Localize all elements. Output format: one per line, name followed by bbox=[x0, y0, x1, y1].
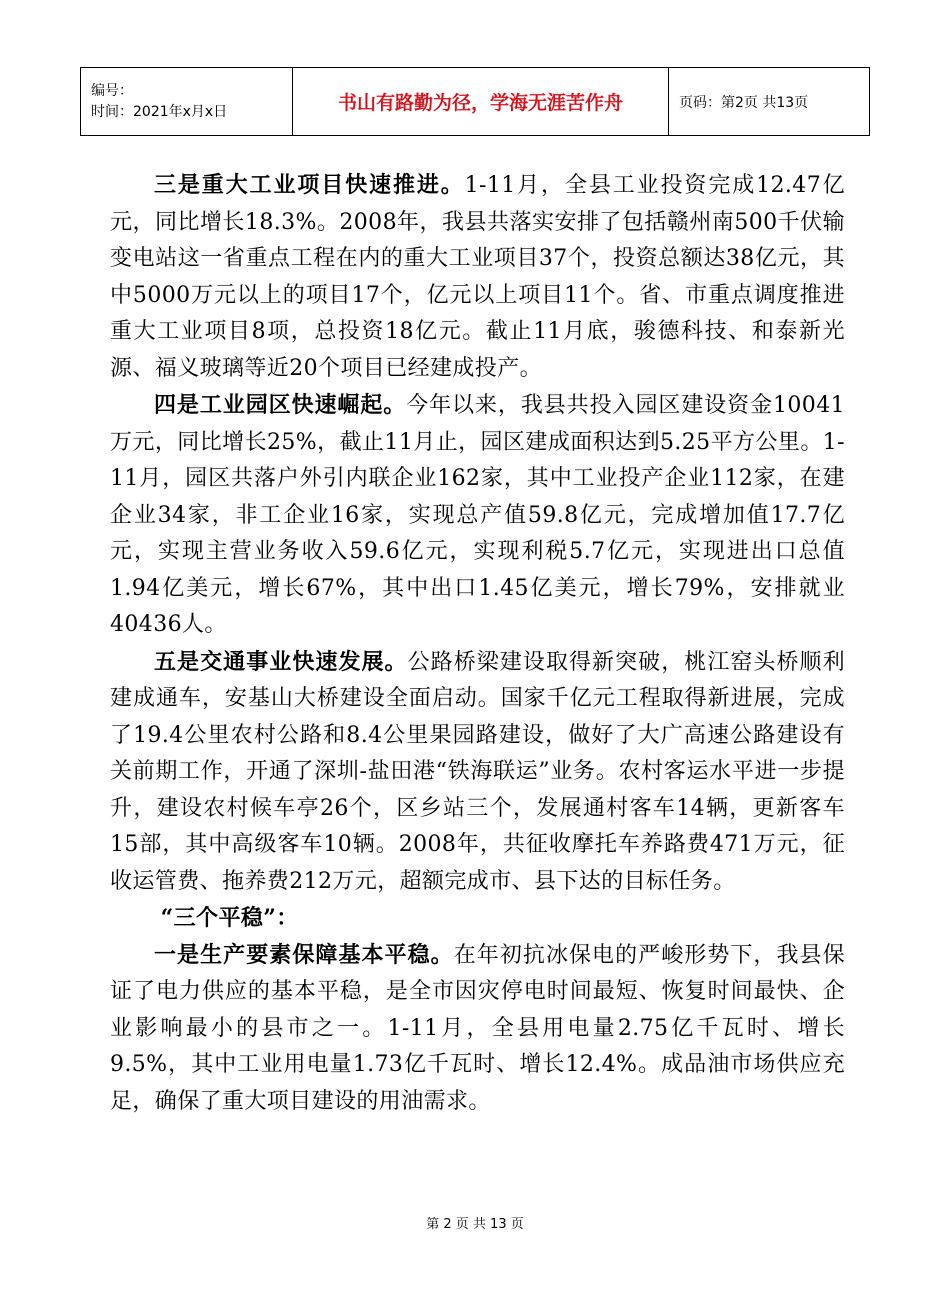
document-date: 时间：2021年x月x日 bbox=[91, 103, 228, 120]
document-number: 编号： bbox=[91, 82, 133, 99]
header-meta bbox=[81, 68, 293, 136]
paragraph-text: 今年以来，我县共投入园区建设资金10041万元，同比增长25%，截止11月止，园区建成面积达到5.25平方公里。1-11月，园区共落户外引内联企业162家，其中工业投产企业112家，在建企业34家，非工企业16家，实现总产值59.8亿元，完成增加值17.7亿元，实现主营业务收入59.6亿元，实现利税5.7亿元，实现进出口总值1.94亿美元，增长67%，其中出口1.45亿美元，增长79%，安排就业40436人。 bbox=[110, 393, 845, 637]
paragraph-text: 公路桥梁建设取得新突破，桃江窑头桥顺利建成通车，安基山大桥建设全面启动。国家千亿元工程取得新进展，完成了19.4公里农村公路和8.4公里果园路建设，做好了大广高速公路建设有关前期工作，开通了深圳-盐田港“铁海联运”业务。农村客运水平进一步提升，建设农村候车亭26个，区乡站三个，发展通村客车14辆，更新客车15部，其中高级客车10辆。2008年，共征收摩托车养路费471万元，征收运管费、拖养费212万元，超额完成市、县下达的目标任务。 bbox=[110, 649, 845, 894]
document-body bbox=[110, 167, 845, 1120]
paragraph-lead: 五是交通事业快速发展。 bbox=[154, 648, 408, 675]
header-motto: 书山有路勤为径，学海无涯苦作舟 bbox=[293, 68, 669, 136]
paragraph bbox=[110, 937, 845, 1121]
page-footer: 第 2 页 共 13 页 bbox=[426, 1217, 524, 1232]
paragraph-lead: 三是重大工业项目快速推进。 bbox=[154, 172, 465, 198]
paragraph-text: 1-11月，全县工业投资完成12.47亿元，同比增长18.3%。2008年，我县共落实安排了包括赣州南500千伏输变电站这一省重点工程在内的重大工业项目37个，投资总额达38亿元，其中5000万元以上的项目17个，亿元以上项目11个。省、市重点调度推进重大工业项目8项，总投资18亿元。截止11月底，骏德科技、和泰新光源、福义玻璃等近20个项目已经建成投产。 bbox=[110, 173, 845, 381]
paragraph bbox=[110, 167, 845, 387]
paragraph-lead: 一是生产要素保障基本平稳。 bbox=[154, 941, 454, 968]
paragraph-text: 在年初抗冰保电的严峻形势下，我县保证了电力供应的基本平稳，是全市因灾停电时间最短、恢复时间最快、企业影响最小的县市之一。1-11月，全县用电量2.75亿千瓦时、增长9.5%，其中工业用电量1.73亿千瓦时、增长12.4%。成品油市场供应充足，确保了重大项目建设的用油需求。 bbox=[110, 942, 845, 1114]
section-subheading: “三个平稳”： bbox=[160, 905, 299, 931]
paragraph bbox=[110, 387, 845, 644]
document-header bbox=[80, 67, 870, 136]
paragraph bbox=[110, 644, 845, 901]
header-page-info: 页码：第2页 共13页 bbox=[669, 68, 870, 136]
paragraph-lead: 四是工业园区快速崛起。 bbox=[154, 392, 407, 418]
